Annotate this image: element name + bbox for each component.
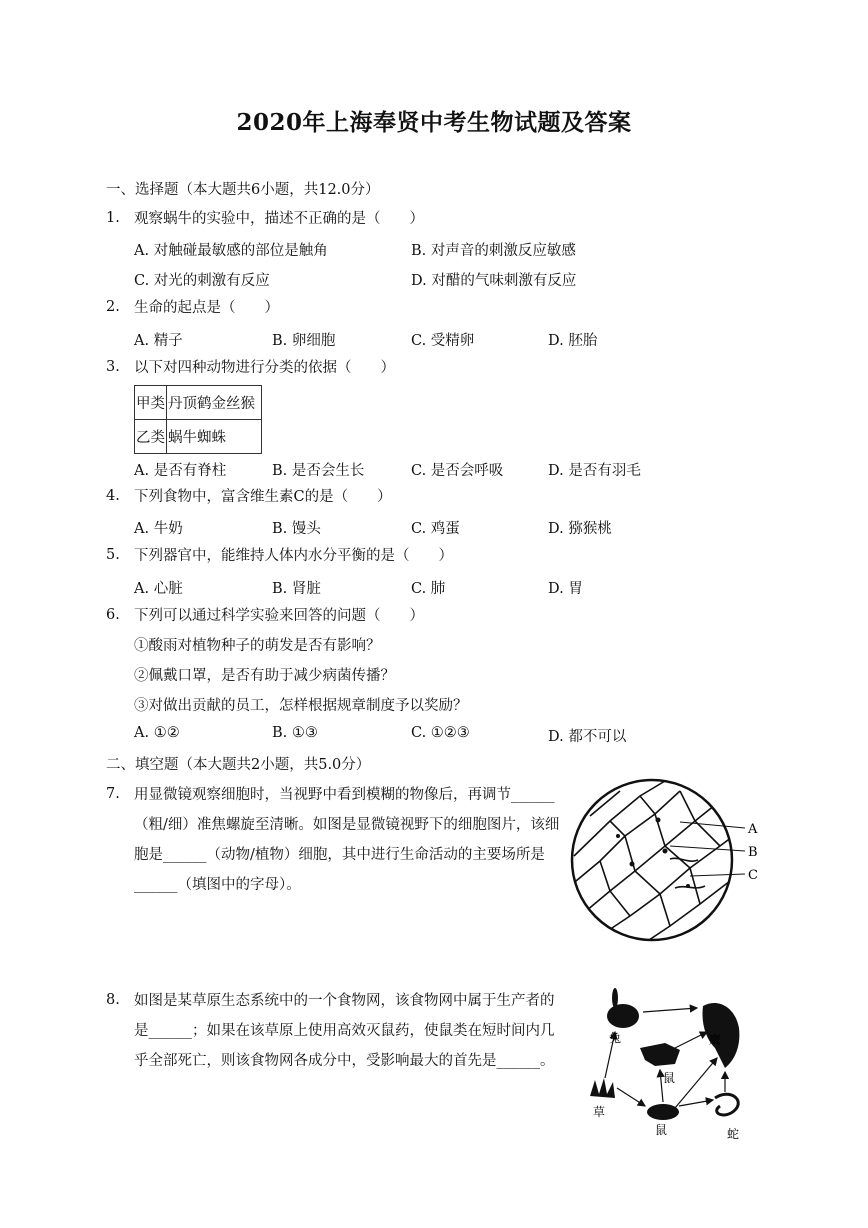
section-heading-choice: 一、选择题（本大题共6小题，共12.0分） [106, 182, 380, 198]
option-c: C. 受精卵 [411, 333, 475, 349]
option-b: B. 肾脏 [272, 581, 321, 597]
option-b: B. ①③ [272, 725, 318, 741]
option-a: A. 心脏 [134, 581, 183, 597]
question-text: 用显微镜观察细胞时，当视野中看到模糊的物像后，再调节______（粗/细）准焦螺旋至清晰。如图是显微镜视野下的细胞图片，该细胞是______（动物/植物）细胞，其中进行生命活动的主要场所是______（填图中的字母）。 [134, 787, 560, 893]
fox-icon [640, 1043, 680, 1066]
option-c: C. 对光的刺激有反应 [134, 273, 270, 289]
question-text: 以下对四种动物进行分类的依据（ ） [134, 360, 395, 376]
animal-silhouettes [590, 988, 739, 1120]
cell-micrograph [570, 776, 770, 944]
option-d: D. 都不可以 [548, 729, 627, 745]
option-a: A. 精子 [134, 333, 183, 349]
option-a: A. 对触碰最敏感的部位是触角 [134, 243, 328, 259]
question-number: 4. [106, 488, 120, 504]
mouse-label: 鼠 [655, 1123, 668, 1137]
question-text: 下列器官中，能维持人体内水分平衡的是（ ） [134, 548, 453, 564]
option-b: B. 是否会生长 [272, 463, 365, 479]
question-number: 1. [106, 210, 120, 226]
question-number: 6. [106, 607, 120, 623]
mouse-icon [647, 1104, 679, 1120]
question-text: 观察蜗牛的实验中，描述不正确的是（ ） [134, 211, 424, 227]
question-text: 生命的起点是（ ） [134, 300, 279, 316]
sub-statement: ①酸雨对植物种子的萌发是否有影响？ [134, 638, 381, 654]
question-text: 下列食物中，富含维生素C的是（ ） [134, 489, 392, 505]
table-row [135, 420, 262, 454]
question-number: 2. [106, 299, 120, 315]
option-d: D. 是否有羽毛 [548, 463, 641, 479]
eagle-label: 鹰 [709, 1033, 722, 1047]
section-heading-fill: 二、填空题（本大题共2小题，共5.0分） [106, 757, 371, 773]
rabbit-icon [607, 1004, 639, 1028]
field-of-view-circle [572, 780, 732, 940]
option-c: C. 肺 [411, 581, 446, 597]
sub-statement: ②佩戴口罩，是否有助于减少病菌传播？ [134, 668, 395, 684]
table-cell: 乙类 [135, 420, 167, 454]
label-a: A [748, 822, 758, 837]
table-cell: 丹顶鹤金丝猴 [167, 386, 262, 420]
option-d: D. 胃 [548, 581, 583, 597]
option-b: B. 卵细胞 [272, 333, 336, 349]
page-title: 2020年上海奉贤中考生物试题及答案 [236, 109, 632, 136]
option-d: D. 对醋的气味刺激有反应 [411, 273, 577, 289]
question-text: 如图是某草原生态系统中的一个食物网，该食物网中属于生产者的是______；如果在该草原上使用高效灭鼠药，使鼠类在短时间内几乎全部死亡，则该食物网各成分中，受影响最大的首先是______。 [134, 993, 555, 1069]
option-c: C. 是否会呼吸 [411, 463, 504, 479]
grass-icon [590, 1078, 615, 1098]
table-cell: 甲类 [135, 386, 167, 420]
classification-table [134, 385, 262, 454]
option-a: A. 是否有脊柱 [134, 463, 227, 479]
option-a: A. ①② [134, 725, 180, 741]
table-row [135, 386, 262, 420]
food-web-diagram [585, 988, 760, 1148]
option-b: B. 馒头 [272, 521, 321, 537]
table-cell: 蜗牛蜘蛛 [167, 420, 262, 454]
option-a: A. 牛奶 [134, 521, 183, 537]
grass-label: 草 [593, 1105, 606, 1119]
option-c: C. ①②③ [411, 725, 470, 741]
sub-statement: ③对做出贡献的员工，怎样根据规章制度予以奖励？ [134, 698, 468, 714]
question-number: 3. [106, 359, 120, 375]
rabbit-ear [612, 988, 618, 1008]
option-d: D. 胚胎 [548, 333, 598, 349]
question-number: 8. [106, 992, 120, 1008]
question-number: 7. [106, 786, 120, 802]
snake-icon [715, 1094, 738, 1115]
option-d: D. 猕猴桃 [548, 521, 612, 537]
fox-label: 鼠 [663, 1071, 676, 1085]
question-text: 下列可以通过科学实验来回答的问题（ ） [134, 608, 424, 624]
option-b: B. 对声音的刺激反应敏感 [411, 243, 576, 259]
snake-label: 蛇 [727, 1127, 740, 1141]
label-b: B [748, 845, 758, 860]
label-c: C [748, 868, 758, 883]
question-number: 5. [106, 547, 120, 563]
option-c: C. 鸡蛋 [411, 521, 460, 537]
rabbit-label: 兔 [609, 1031, 622, 1045]
